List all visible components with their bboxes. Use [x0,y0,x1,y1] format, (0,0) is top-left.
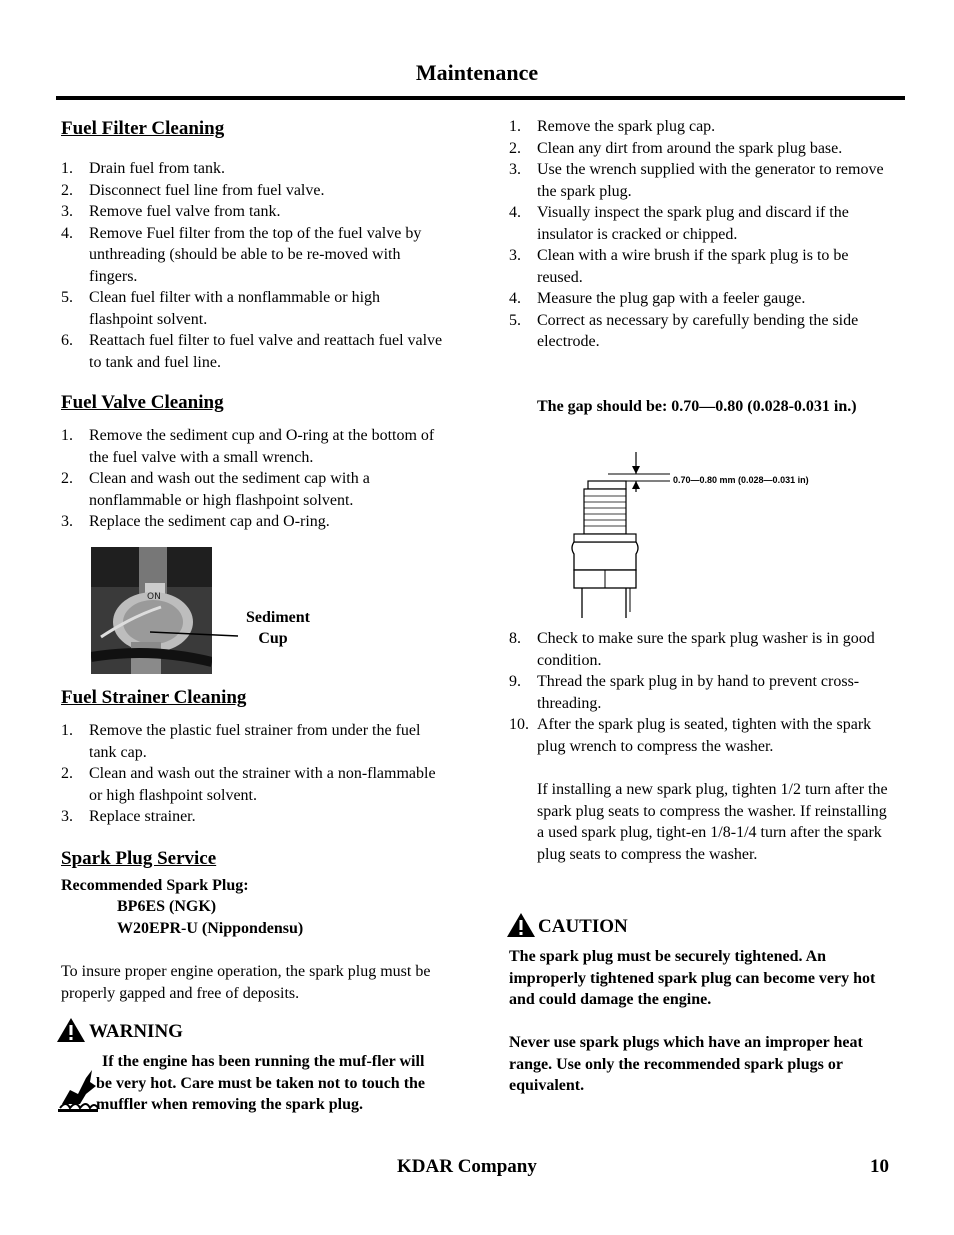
caution-text-2: Never use spark plugs which have an improper heat range. Use only the recommended spark plugs or equivalent. [509,1034,863,1094]
fuel-valve-photo [91,547,212,674]
spark-plug-steps-b [509,628,894,757]
recommended-label: Recommended Spark Plug: [61,877,249,894]
fuel-filter-heading: Fuel Filter Cleaning [61,118,225,139]
fuel-filter-step [61,223,446,288]
step-text: Replace strainer. [89,808,196,825]
spark-plug-intro: To insure proper engine operation, the spark plug must be properly gapped and free of deposits. [61,963,431,1002]
valve-on-text: ON [147,592,161,602]
spark-plug-diagram [560,452,860,620]
sediment-label: Sediment [246,609,310,626]
step-number: 4. [509,290,521,307]
step-text: Clean any dirt from around the spark plug base. [537,139,843,157]
step-number: 2. [61,470,73,487]
plug-nippondensu: W20EPR-U (Nippondensu) [117,920,304,937]
sediment-cup-pointer [150,626,240,638]
spark-plug-step [509,714,894,757]
step-number: 8. [509,630,521,647]
fuel-filter-step [61,287,446,330]
spark-plug-step [509,159,894,202]
fuel-strainer-step [61,806,446,828]
step-number: 2. [509,139,521,157]
spark-plug-steps-a [509,116,894,353]
step-number: 1. [61,160,73,177]
spark-plug-step [509,288,894,310]
fuel-filter-step [61,158,446,180]
step-text: Clean and wash out the sediment cap with a nonflammable or high flashpoint solvent. [89,470,370,509]
step-number: 2. [61,765,73,782]
warning-text: If the engine has been running the muf-fler will be very hot. Care must be taken not to touch the muffler when removing the spark plug. [96,1053,426,1113]
step-number: 1. [61,722,73,739]
gap-dimension-label: 0.70—0.80 mm (0.028—0.031 in) [673,475,809,485]
spark-plug-step [509,671,894,714]
step-text: Remove fuel valve from tank. [89,203,281,220]
step-text: Remove the sediment cup and O-ring at the bottom of the fuel valve with a small wrench. [89,427,435,466]
fuel-valve-step [61,425,446,468]
plug-ngk: BP6ES (NGK) [117,898,217,915]
caution-text-1: The spark plug must be securely tightened. An improperly tightened spark plug can become very hot and could damage the engine. [509,948,876,1008]
fuel-strainer-step [61,720,446,763]
step-text: Thread the spark plug in by hand to prevent cross-threading. [537,673,860,712]
fuel-valve-heading: Fuel Valve Cleaning [61,392,224,413]
spark-plug-step [509,202,894,245]
step-number: 5. [61,289,73,306]
step-number: 9. [509,673,521,690]
step-number: 3. [61,808,73,825]
step-number: 3. [509,247,521,264]
step-number: 3. [61,513,73,530]
step-text: Correct as necessary by carefully bending the side electrode. [537,311,859,350]
step-text: Remove Fuel filter from the top of the fuel valve by unthreading (should be able to be re-moved with fingers. [89,224,422,285]
header-rule [56,96,905,100]
spark-plug-step [509,116,894,138]
caution-heading: CAUTION [538,916,628,937]
step-text: Visually inspect the spark plug and discard if the insulator is cracked or chipped. [537,204,849,243]
step-number: 1. [509,118,521,135]
spark-plug-step [509,245,894,288]
step-text: Reattach fuel filter to fuel valve and reattach fuel valve to tank and fuel line. [89,332,443,371]
fuel-filter-step [61,330,446,373]
step-text: Clean and wash out the strainer with a non-flammable or high flashpoint solvent. [89,765,436,804]
step-text: Remove the plastic fuel strainer from under the fuel tank cap. [89,722,421,761]
gap-note: The gap should be: 0.70—0.80 (0.028-0.031 in.) [537,398,857,415]
spark-plug-step [509,628,894,671]
step-number: 3. [509,161,521,178]
step-number: 3. [61,203,73,220]
page-number: 10 [870,1156,889,1177]
step-number: 4. [509,204,521,221]
caution-icon [506,912,536,938]
step-number: 4. [61,224,73,242]
step-number: 2. [61,181,73,199]
fuel-valve-steps [61,425,446,533]
step-text: Use the wrench supplied with the generator to remove the spark plug. [537,161,884,200]
step-text: Remove the spark plug cap. [537,118,716,135]
step-number: 1. [61,427,73,444]
footer-company: KDAR Company [397,1156,537,1177]
fuel-filter-step [61,180,446,202]
fuel-strainer-heading: Fuel Strainer Cleaning [61,687,247,708]
spark-plug-step [509,310,894,353]
fuel-valve-step [61,511,446,533]
page-title: Maintenance [415,60,539,85]
warning-heading: WARNING [89,1021,183,1042]
step-text: Measure the plug gap with a feeler gauge. [537,290,806,307]
step-text: Clean fuel filter with a nonflammable or high flashpoint solvent. [89,289,381,328]
warning-icon [56,1017,86,1043]
step-number: 6. [61,332,73,349]
spark-plug-step [509,138,894,160]
step-number: 10. [509,716,529,733]
step-text: Clean with a wire brush if the spark plug is to be reused. [537,247,849,286]
install-note: If installing a new spark plug, tighten 1/2 turn after the spark plug seats to compress the washer. If reinstalling a used spark plug, tight-en 1/8-1/4 turn after the spark plug seats to compress the washer. [537,781,888,863]
step-text: Replace the sediment cap and O-ring. [89,513,330,530]
step-text: Disconnect fuel line from fuel valve. [89,181,325,199]
step-text: Check to make sure the spark plug washer is in good condition. [537,630,875,669]
spark-plug-heading: Spark Plug Service [61,848,217,869]
fuel-valve-step [61,468,446,511]
step-number: 5. [509,311,521,329]
step-text: Drain fuel from tank. [89,160,225,177]
fuel-strainer-step [61,763,446,806]
cup-label: Cup [258,630,288,647]
fuel-strainer-steps [61,720,446,828]
fuel-filter-steps [61,158,446,373]
hot-surface-icon [56,1064,100,1114]
fuel-filter-step [61,201,446,223]
step-text: After the spark plug is seated, tighten with the spark plug wrench to compress the washer. [537,716,872,755]
